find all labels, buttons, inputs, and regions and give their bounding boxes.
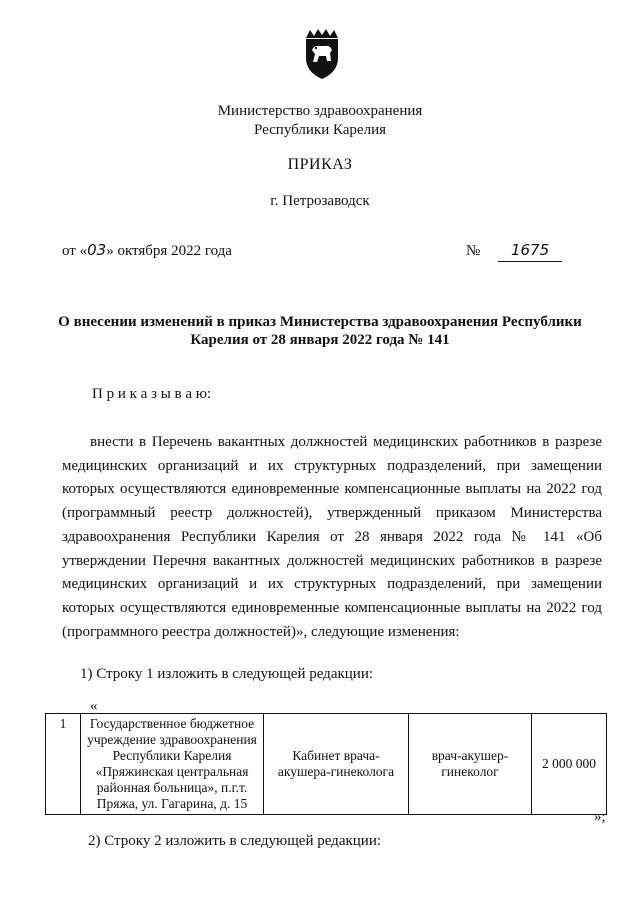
date-line [62, 241, 232, 261]
table-open-quote: « [90, 698, 98, 714]
cell-position: врач-акушер-гинеколог [409, 714, 532, 815]
cell-organization: Государственное бюджетное учреждение здравоохранения Республики Карелия «Пряжинская центральная районная больница», п.г.т. Пряжа, ул. Гагарина, д. 15 [81, 714, 264, 815]
order-title-line2: Карелия от 28 января 2022 года № 141 [190, 332, 450, 348]
table-close-quote: »; [594, 809, 606, 825]
cell-unit: Кабинет врача-акушера-гинеколога [264, 714, 409, 815]
number-value-handwritten: 1675 [510, 241, 550, 259]
ministry-name-line2: Республики Карелия [253, 122, 387, 138]
city-line: г. Петрозаводск [270, 193, 370, 209]
replacement-row-table [45, 713, 607, 815]
order-word: П р и к а з ы в а ю: [92, 386, 212, 402]
body-paragraph [62, 431, 602, 644]
bear-shield-icon [302, 28, 342, 80]
document-type: ПРИКАЗ [287, 156, 353, 173]
item-2-text: 2) Строку 2 изложить в следующей редакции: [88, 833, 382, 849]
cell-amount: 2 000 000 [532, 714, 607, 815]
date-prefix: от « [62, 243, 88, 259]
ministry-name-line1: Министерство здравоохранения [217, 103, 423, 119]
coat-of-arms-emblem [302, 28, 342, 80]
item-1-text: 1) Строку 1 изложить в следующей редакции: [80, 666, 374, 682]
body-paragraph-text: внести в Перечень вакантных должностей медицинских работников в разрезе медицинских организаций и их структурных подразделений, при замещении которых осуществляются единовременные компенсационные выплаты на 2022 год (программный реестр должностей), утвержденный приказом Министерства здравоохранения Республики Карелия от 28 января 2022 года № 141 «Об утверждении Перечня вакантных должностей медицинских работников в разрезе медицинских организаций и их структурных подразделений, при замещении которых осуществляются единовременные компенсационные выплаты на 2022 год (программного реестра должностей)», следующие изменения: [62, 434, 602, 640]
order-title-line1: О внесении изменений в приказ Министерства здравоохранения Республики [58, 314, 582, 330]
cell-row-number: 1 [46, 714, 81, 815]
date-day-handwritten: 03 [87, 241, 107, 259]
date-suffix: » октября 2022 года [106, 243, 232, 259]
replacement-row-table-wrapper [45, 713, 607, 815]
order-number [466, 241, 562, 262]
table-row [46, 714, 607, 815]
number-value-box [498, 241, 562, 262]
number-label: № [466, 243, 481, 259]
